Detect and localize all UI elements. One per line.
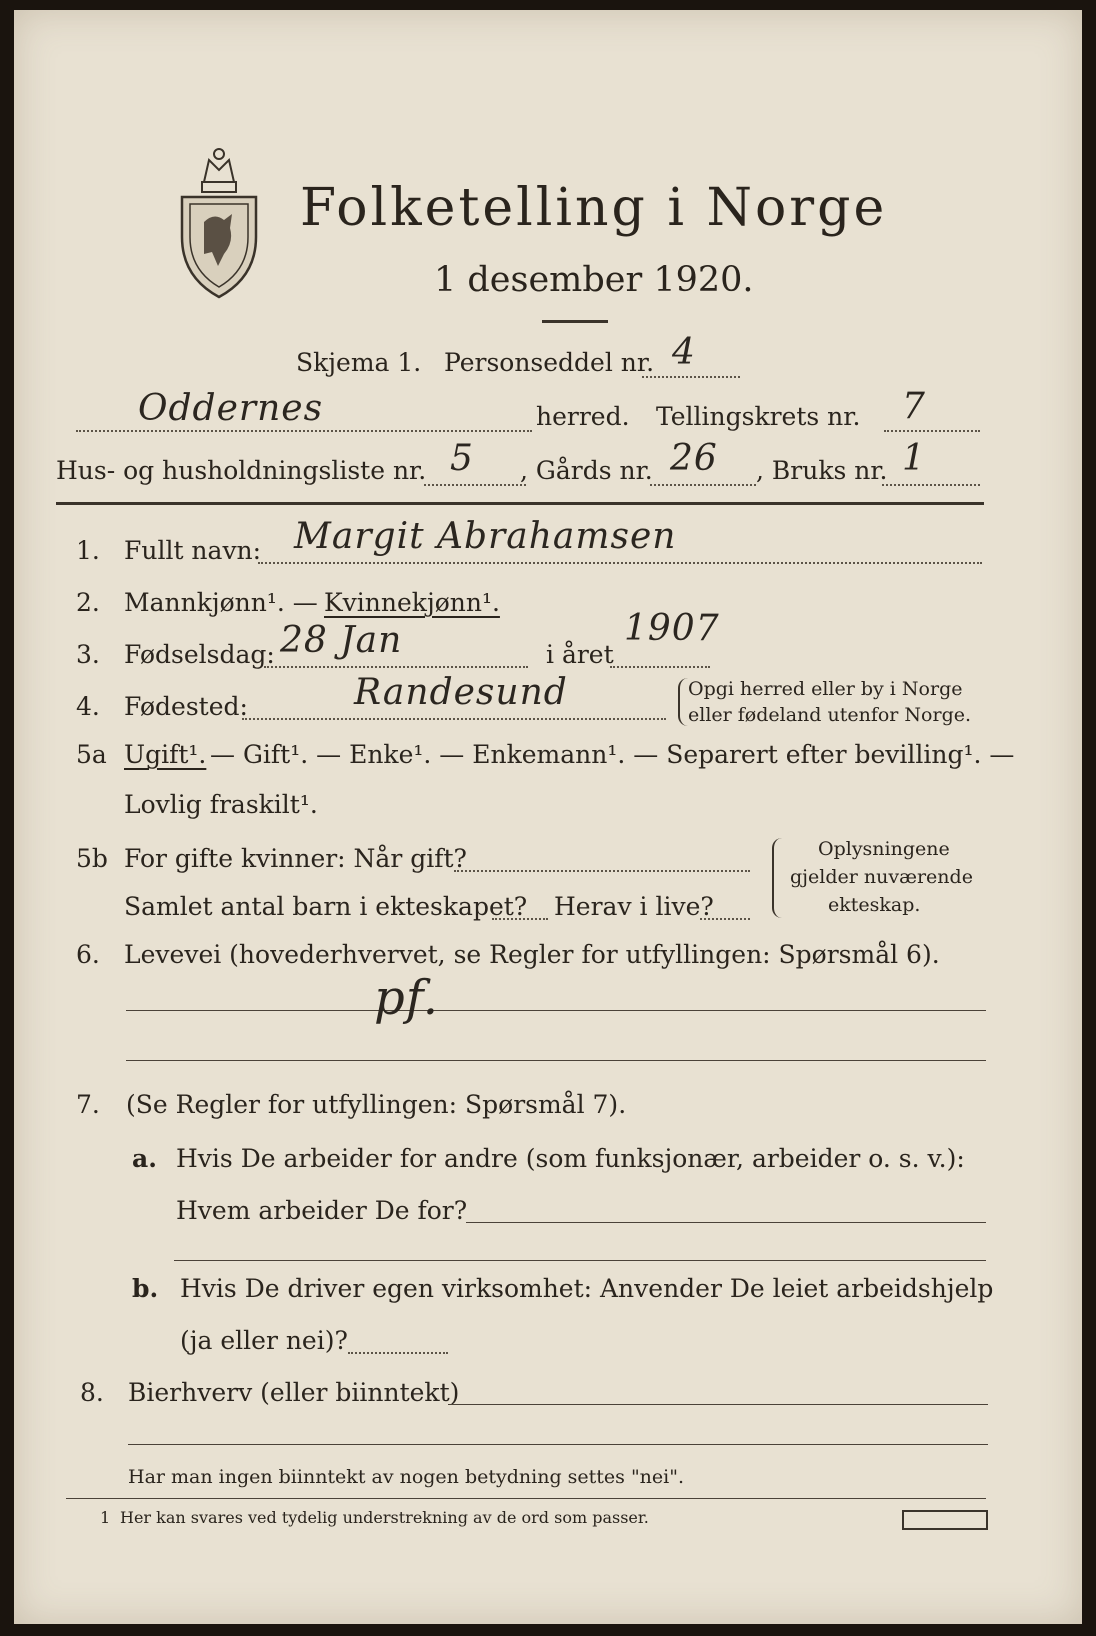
q5a-number: 5a [76, 740, 107, 769]
note-nei: Har man ingen biinntekt av nogen betydning settes "nei". [128, 1466, 685, 1488]
herred-value: Oddernes [138, 388, 324, 429]
tellingskrets-label: Tellingskrets nr. [656, 402, 861, 431]
q5b-number: 5b [76, 844, 108, 873]
q4-label: Fødested: [124, 692, 248, 721]
q7a-text: Hvis De arbeider for andre (som funksjonær, arbeider o. s. v.): [176, 1144, 965, 1173]
birthdate-value: 28 Jan [280, 620, 403, 661]
tellingskrets-value: 7 [902, 386, 926, 427]
bruks-label: , Bruks nr. [756, 456, 888, 485]
skjema-label: Skjema 1. [296, 348, 422, 377]
q4-note-line2: eller fødeland utenfor Norge. [688, 704, 972, 726]
marital-fraskilt: Lovlig fraskilt¹. [124, 790, 318, 819]
footnote-text: Her kan svares ved tydelig understrekning av de ord som passer. [120, 1508, 649, 1527]
herred-label: herred. [536, 402, 630, 431]
aret-label: i året [546, 640, 614, 669]
q5b-alive-label: Herav i live? [554, 892, 714, 921]
q6-label: Levevei (hovederhvervet, se Regler for utfyllingen: Spørsmål 6). [124, 940, 940, 969]
q4-number: 4. [76, 692, 100, 721]
q1-number: 1. [76, 536, 100, 565]
hus-value: 5 [450, 438, 474, 479]
personseddel-label: Personseddel nr. [444, 348, 655, 377]
q7b-line2: (ja eller nei)? [180, 1326, 348, 1355]
form-date: 1 desember 1920. [434, 260, 754, 300]
q7a-line2: Hvem arbeider De for? [176, 1196, 468, 1225]
q3-label: Fødselsdag: [124, 640, 275, 669]
gender-male: Mannkjønn¹. — [124, 588, 318, 617]
q7a-letter: a. [132, 1144, 157, 1173]
q4-note-line1: Opgi herred eller by i Norge [688, 678, 963, 700]
gards-value: 26 [670, 438, 718, 479]
q2-number: 2. [76, 588, 100, 617]
census-form [14, 10, 1082, 1624]
personseddel-value: 4 [672, 332, 696, 373]
q5b-children-label: Samlet antal barn i ekteskapet? [124, 892, 528, 921]
gender-female-selected: Kvinnekjønn¹. [324, 588, 500, 617]
coat-of-arms-icon [174, 142, 264, 302]
bruks-value: 1 [902, 438, 926, 479]
birthyear-value: 1907 [624, 608, 720, 649]
marital-ugift-selected: Ugift¹. [124, 740, 207, 769]
footnote-mark: 1 [100, 1508, 111, 1527]
q5b-note-line2: gjelder nuværende [790, 866, 973, 888]
q6-number: 6. [76, 940, 100, 969]
birthplace-value: Randesund [354, 672, 568, 713]
q3-number: 3. [76, 640, 100, 669]
form-title: Folketelling i Norge [300, 178, 888, 238]
q7b-letter: b. [132, 1274, 159, 1303]
title-divider [542, 320, 608, 323]
q5b-note-line1: Oplysningene [818, 838, 950, 860]
q5b-note-line3: ekteskap. [828, 894, 921, 916]
q7b-text: Hvis De driver egen virksomhet: Anvender De leiet arbeidshjelp [180, 1274, 994, 1303]
printer-stamp [902, 1510, 988, 1530]
q7-label: (Se Regler for utfyllingen: Spørsmål 7). [126, 1090, 627, 1119]
marital-options: — Gift¹. — Enke¹. — Enkemann¹. — Separert efter bevilling¹. — [210, 740, 1015, 769]
q8-label: Bierhverv (eller biinntekt) [128, 1378, 460, 1407]
gards-label: , Gårds nr. [520, 456, 653, 485]
q1-label: Fullt navn: [124, 536, 262, 565]
q7-number: 7. [76, 1090, 100, 1119]
occupation-value: pf. [374, 970, 440, 1026]
hus-label: Hus- og husholdningsliste nr. [56, 456, 427, 485]
q8-number: 8. [80, 1378, 104, 1407]
header-rule [56, 502, 984, 505]
full-name-value: Margit Abrahamsen [294, 516, 677, 557]
q5b-line1: For gifte kvinner: Når gift? [124, 844, 467, 873]
